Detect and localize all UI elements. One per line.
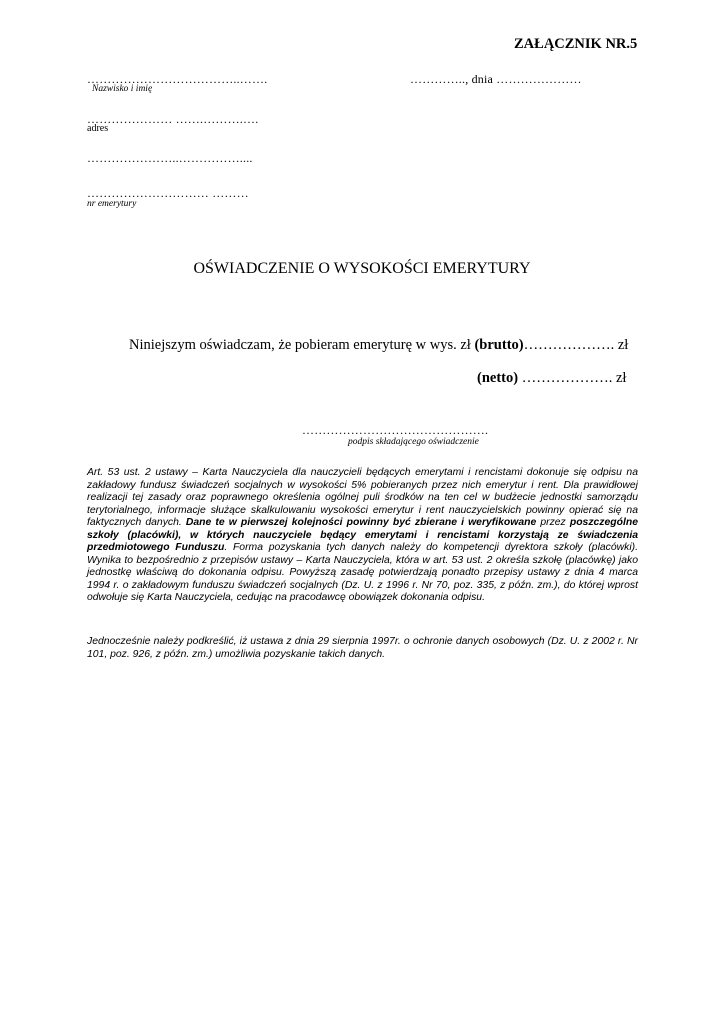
date-field[interactable]: ………….., dnia ………………… [410, 72, 582, 86]
declaration-lead: Niniejszym oświadczam, że pobieram emeryturę w wys. zł [129, 337, 475, 353]
document-title: OŚWIADCZENIE O WYSOKOŚCI EMERYTURY [193, 260, 531, 277]
legal-note-text-2: przez [536, 517, 570, 528]
address-line2-field[interactable]: …………………..…………….... [87, 151, 253, 165]
declaration-net-line [477, 370, 626, 387]
declaration-gross-line [129, 337, 628, 354]
legal-note-bold-1: Dane te w pierwszej kolejności powinny być zbierane i weryfikowane [185, 517, 537, 528]
pension-number-caption: nr emerytury [87, 199, 137, 209]
name-caption: Nazwisko i imię [92, 84, 153, 94]
legal-note [87, 467, 638, 605]
signature-caption: podpis składającego oświadczenie [348, 437, 479, 447]
net-amount-field[interactable]: ………………. zł [518, 370, 627, 386]
data-protection-note: Jednocześnie należy podkreślić, iż ustawa z dnia 29 sierpnia 1997r. o ochronie danych osobowych (Dz. U. z 2002 r. Nr 101, poz. 926, z późn. zm.) umożliwia pozyskanie takich danych. [87, 636, 638, 660]
net-label: (netto) [477, 370, 519, 386]
signature-field[interactable]: ………………………………………. [302, 423, 489, 437]
legal-note-text-1: Art. 53 ust. 2 ustawy – Karta Nauczyciela dla nauczycieli będących emerytami i rencistami dokonuje się odpisu na zakładowy fundusz świadczeń socjalnych w wysokości 5% pobieranych przez nich emerytur i rent. Dla prawidłowej realizacji tej zasady oraz poprawnego określenia ogólnej puli środków na ten cel w budżecie jednostki samorządu terytorialnego, informacje służące skalkulowaniu wysokości emerytur i rent nauczycielskich powinny opierać się na faktycznych danych. [87, 467, 638, 528]
pension-number-field[interactable]: ………………………… ……… [87, 186, 249, 200]
address-field[interactable]: ………………… …….……….…. [87, 112, 259, 126]
annex-label: ZAŁĄCZNIK NR.5 [514, 36, 638, 52]
legal-note-bold-2: poszczególne szkoły (placówki), w których nauczyciele będący emerytami i rencistami korzystają ze świadczenia przedmiotowego Funduszu [87, 517, 638, 553]
gross-amount-field[interactable]: ………………. zł [523, 337, 629, 353]
gross-label: (brutto) [474, 337, 524, 353]
address-caption: adres [87, 123, 109, 134]
legal-note-text-3: . Forma pozyskania tych danych należy do kompetencji dyrektora szkoły (placówki). Wynika to bezpośrednio z przepisów ustawy – Karta Nauczyciela, która w art. 53 ust. 2 określa szkołę (placówkę) jako jednostkę właściwą do dokonania odpisu. Powyższą zasadę potwierdzają ponadto przepisy ustawy z dnia 4 marca 1994 r. o zakładowym funduszu świadczeń socjalnych (Dz. U. z 1996 r. Nr 70, poz. 335, z późn. zm.), do której wprost odwołuje się Karta Nauczyciela, cedując na pracodawcę obowiązek dokonania odpisu. [87, 542, 638, 603]
name-field[interactable]: ………………………………..……. [87, 72, 268, 86]
